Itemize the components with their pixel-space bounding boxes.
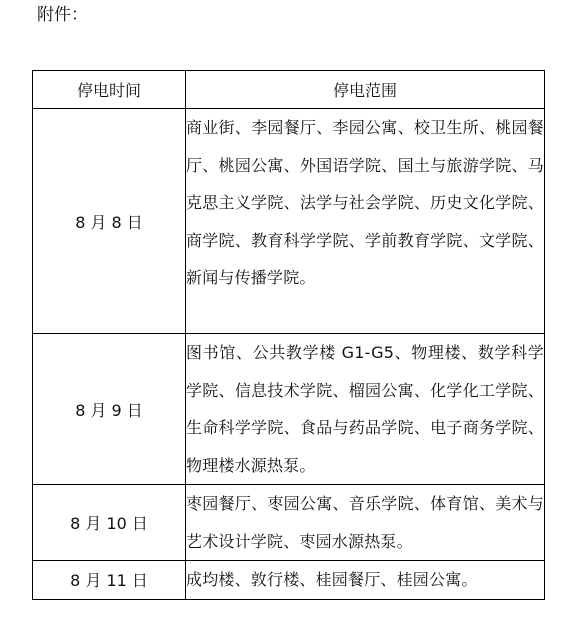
header-outage-scope: 停电范围 (186, 71, 545, 109)
header-outage-time: 停电时间 (33, 71, 186, 109)
outage-scope: 枣园餐厅、枣园公寓、音乐学院、体育馆、美术与艺术设计学院、枣园水源热泵。 (186, 485, 545, 561)
outage-scope: 图书馆、公共教学楼 G1-G5、物理楼、数学科学学院、信息技术学院、榴园公寓、化学化工学院、生命科学学院、食品与药品学院、电子商务学院、物理楼水源热泵。 (186, 334, 545, 485)
outage-date: 8 月 8 日 (33, 109, 186, 334)
table-header-row (33, 71, 545, 109)
outage-date: 8 月 10 日 (33, 485, 186, 561)
outage-date: 8 月 11 日 (33, 561, 186, 600)
table-row (33, 334, 545, 485)
table-row (33, 109, 545, 334)
power-outage-table (32, 70, 545, 600)
outage-scope: 成均楼、敦行楼、桂园餐厅、桂园公寓。 (186, 561, 545, 600)
attachment-label: 附件： (37, 5, 88, 25)
outage-scope: 商业街、李园餐厅、李园公寓、校卫生所、桃园餐厅、桃园公寓、外国语学院、国土与旅游学院、马克思主义学院、法学与社会学院、历史文化学院、商学院、教育科学学院、学前教育学院、文学院、新闻与传播学院。 (186, 109, 545, 334)
table-row (33, 485, 545, 561)
table-row (33, 561, 545, 600)
outage-date: 8 月 9 日 (33, 334, 186, 485)
